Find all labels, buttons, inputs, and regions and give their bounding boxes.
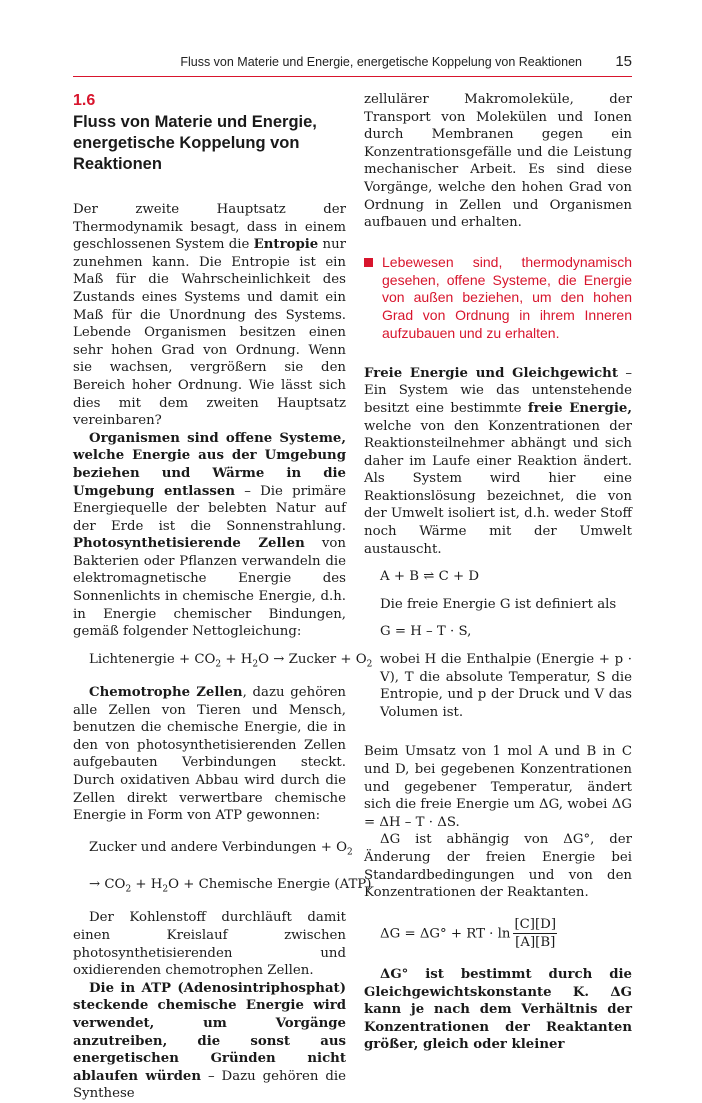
equation-delta-g: ΔG = ΔG° + RT · ln $\frac{[C][D]}{[A][B]}$ bbox=[380, 916, 557, 951]
paragraph-equilibrium-constant: ΔG° ist bestimmt durch die Gleichgewichtskonstante K. ΔG kann je nach dem Verhältnis der Konzentrationen der Reaktanten größer, gleich oder kleiner bbox=[364, 966, 632, 1053]
fraction-concentrations: $\frac{[C][D]}{[A][B]}$ bbox=[514, 916, 557, 951]
paragraph-dependency: ΔG ist abhängig von ΔG°, der Änderung der freien Energie bei Standardbedingungen und von den Konzentrationen der Reaktanten. bbox=[364, 832, 632, 901]
section-number: 1.6 bbox=[73, 92, 96, 109]
equation-photosynthesis: Lichtenergie + $CO_2 + H_2O$ → Zucker + $O_2$ bbox=[89, 651, 373, 670]
paragraph-where: wobei H die Enthalpie (Energie + p · V), T die absolute Temperatur, S die Entropie, und p der Druck und V das Volumen ist. bbox=[380, 652, 632, 720]
equation-oxidation-lhs: Zucker und andere Verbindungen + $O_2$ bbox=[89, 839, 353, 858]
bold-lead-atp: Die in ATP (Adenosintriphosphat) steckende chemische Energie wird verwendet, um Vorgänge anzutreiben, die sonst aus energetischen Gründen nicht ablaufen würden bbox=[73, 980, 346, 1084]
key-statement: Lebewesen sind, thermodynamisch gesehen, offene Systeme, die Energie von außen beziehen, um den hohen Grad von Ordnung in ihrem Inneren aufzubauen und zu erhalten. bbox=[364, 254, 632, 343]
paragraph-atp: Die in ATP (Adenosintriphosphat) steckende chemische Energie wird verwendet, um Vorgänge anzutreiben, die sonst aus energetischen Gründen nicht ablaufen würden – Dazu gehören die Synthese bbox=[73, 980, 346, 1102]
running-header bbox=[73, 52, 632, 77]
running-header-title: Fluss von Materie und Energie, energetische Koppelung von Reaktionen bbox=[180, 55, 582, 69]
paragraph-chemotrophic: Chemotrophe Zellen, dazu gehören alle Zellen von Tieren und Mensch, benutzen die chemische Energie, die in den von photosynthetisierenden Zellen aufgebauten Verbindungen steckt. Durch oxidativen Abbau wird durch die Zellen direkt verwertbare chemische Energie in Form von ATP gewonnen: bbox=[73, 685, 346, 824]
term-chemotrophe-zellen: Chemotrophe Zellen bbox=[89, 685, 243, 701]
paragraph-conversion: Beim Umsatz von 1 mol A und B in C und D, bei gegebenen Konzentrationen und gegebener Temperatur, ändert sich die freie Energie um ΔG, wobei ΔG = ΔH – T · ΔS. bbox=[364, 744, 632, 830]
equation-gibbs: G = H – T · S, bbox=[380, 624, 472, 640]
equation-reaction: A + B ⇌ C + D bbox=[380, 569, 479, 585]
term-photosynthetisierende-zellen: Photosynthetisierende Zellen bbox=[73, 536, 305, 552]
paragraph-continuation: zellulärer Makromoleküle, der Transport von Molekülen und Ionen durch Membranen gegen ein Konzentrationsgefälle und die Leistung mechanischer Arbeit. Es sind diese Vorgänge, welche den hohen Grad von Ordnung in Zellen und Organismen aufbauen und erhalten. bbox=[364, 92, 632, 231]
page-number: 15 bbox=[615, 53, 632, 70]
term-entropie: Entropie bbox=[253, 237, 319, 253]
bold-lead-open-systems: Organismen sind offene Systeme, welche Energie aus der Umgebung beziehen und Wärme in die Umgebung entlassen bbox=[73, 430, 346, 499]
section-title: Fluss von Materie und Energie, energetische Koppelung von Reaktionen bbox=[73, 113, 317, 173]
bold-lead-free-energy: Freie Energie und Gleichgewicht bbox=[364, 365, 618, 381]
left-column bbox=[73, 91, 373, 1103]
paragraph-open-systems: Organismen sind offene Systeme, welche Energie aus der Umgebung beziehen und Wärme in die Umgebung entlassen – Die primäre Energiequelle der belebten Natur auf der Erde ist die Sonnenstrahlung. Photosynthetisierende Zellen von Bakterien oder Pflanzen verwandeln die elektromagnetische Energie des Sonnenlichts in chemische Energie, d.h. in Energie chemischer Bindungen, gemäß folgender Nettogleichung: bbox=[73, 430, 346, 640]
square-bullet-icon bbox=[364, 258, 373, 267]
definition-line: Die freie Energie G ist definiert als bbox=[380, 596, 617, 612]
paragraph-entropy: Der zweite Hauptsatz der Thermodynamik besagt, dass in einem geschlossenen System die Entropie nur zunehmen kann. Die Entropie ist ein Maß für die Wahrscheinlichkeit des Zustands eines Systems und damit ein Maß für die Unordnung des Systems. Lebende Organismen besitzen einen sehr hohen Grad von Ordnung. Wenn sie wachsen, vergrößern sie den Bereich hoher Ordnung. Wie lässt sich dies mit dem zweiten Hauptsatz vereinbaren? bbox=[73, 202, 346, 429]
right-column bbox=[364, 91, 632, 1054]
paragraph-free-energy: Freie Energie und Gleichgewicht – Ein System wie das untenstehende besitzt eine bestimmte freie Energie, welche von den Konzentrationen der Reaktionsteilnehmer abhängt und sich daher im Laufe einer Reaktion ändert. Als System wird hier eine Reaktionslösung bezeichnet, die von der Umwelt isoliert ist, d.h. weder Stoff noch Wärme mit der Umwelt austauscht. bbox=[364, 365, 632, 557]
term-freie-energie: freie Energie, bbox=[527, 400, 632, 416]
paragraph-carbon-cycle: Der Kohlenstoff durchläuft damit einen Kreislauf zwischen photosynthetisierenden und oxidierenden chemotrophen Zellen. bbox=[73, 910, 346, 979]
equation-oxidation-rhs: → $CO_2 + H_2O$ + Chemische Energie (ATP) bbox=[89, 877, 372, 895]
